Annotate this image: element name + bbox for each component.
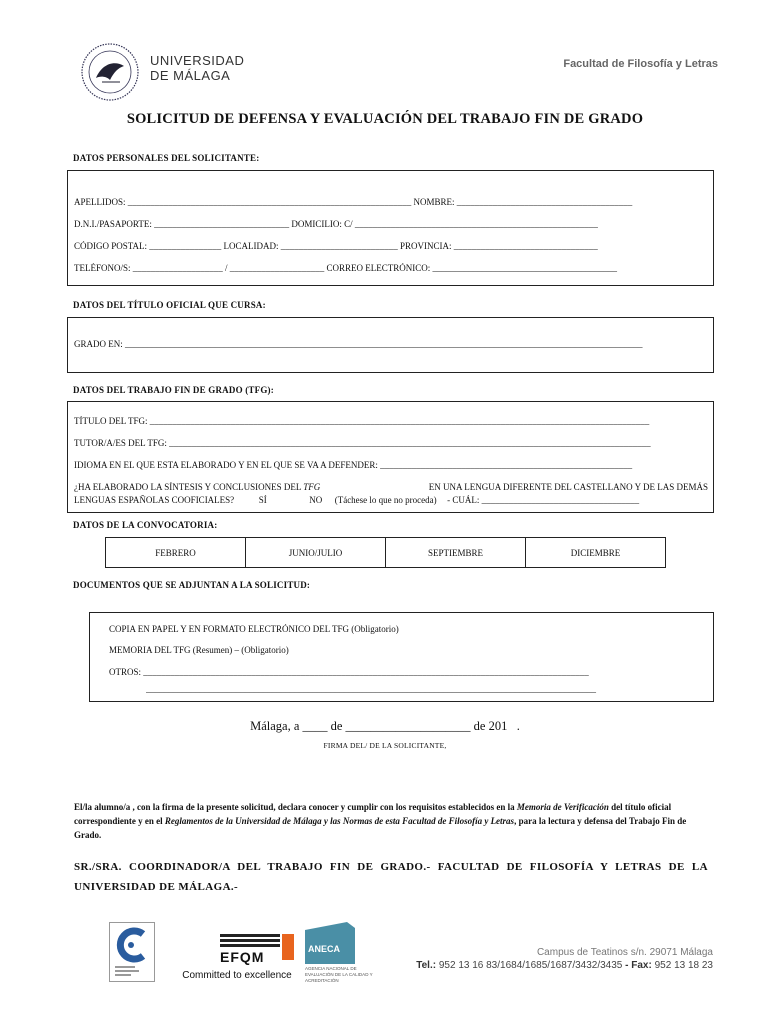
faculty-name: Facultad de Filosofía y Letras [563,58,718,70]
university-name [150,53,244,83]
decl-text-2: del título oficial correspondiente y en el [74,802,672,826]
doc-copia-item[interactable]: COPIA EN PAPEL Y EN FORMATO ELECTRÓNICO DEL TFG (Obligatorio) [109,624,399,634]
convocatoria-table [105,537,666,568]
convocatoria-heading: DATOS DE LA CONVOCATORIA: [73,520,218,530]
tel-label: Tel.: [416,960,437,971]
fax-number: 952 13 18 23 [654,960,713,971]
apellidos-nombre-field[interactable]: APELLIDOS: _______________________________________________________________ NOMBRE: _______________________________________ [74,197,633,207]
option-si[interactable]: SÍ [258,495,267,505]
lenguas-label: LENGUAS ESPAÑOLAS COOFICIALES? [74,495,235,505]
doc-memoria-item[interactable]: MEMORIA DEL TFG (Resumen) – (Obligatorio) [109,645,289,655]
tachese-note: (Táchese lo que no proceda) [334,495,437,505]
personal-data-box [67,170,714,286]
cp-localidad-provincia-field[interactable]: CÓDIGO POSTAL: ________________ LOCALIDAD: __________________________ PROVINCIA: ________________________________ [74,241,598,251]
fax-label: - Fax: [625,960,652,971]
efqm-wordmark: EFQM [220,949,265,965]
tfg-title-field[interactable]: TÍTULO DEL TFG: _______________________________________________________________________________________________________________ [74,416,650,426]
university-name-line1: UNIVERSIDAD [150,53,245,68]
aneca-logo [305,922,385,982]
decl-text-3: , para la lectura y defensa del Trabajo Fin de Grado. [74,816,687,840]
option-no[interactable]: NO [309,495,323,505]
addressee: SR./SRA. COORDINADOR/A DEL TRABAJO FIN DE GRADO.- FACULTAD DE FILOSOFÍA Y LETRAS DE LA UNIVERSIDAD DE MÁLAGA.- [74,861,708,893]
synthesis-text-b: EN UNA LENGUA DIFERENTE DEL CASTELLANO Y DE LAS DEMÁS [426,482,708,492]
declaration-paragraph [74,800,708,842]
convocatoria-option-febrero[interactable]: FEBRERO [106,538,246,567]
synthesis-tfg: TFG [303,482,321,492]
personal-data-heading: DATOS PERSONALES DEL SOLICITANTE: [73,153,260,163]
convocatoria-option-junio-julio[interactable]: JUNIO/JULIO [246,538,386,567]
efqm-tagline: Committed to excellence [182,970,292,981]
documents-heading: DOCUMENTOS QUE SE ADJUNTAN A LA SOLICITUD: [73,580,311,590]
university-name-line2: DE MÁLAGA [150,68,231,83]
documents-box [89,612,714,702]
convocatoria-option-diciembre[interactable]: DICIEMBRE [570,547,621,558]
cual-field[interactable]: - CUÁL: ___________________________________ [447,495,640,505]
tfg-language-field[interactable]: IDIOMA EN EL QUE ESTA ELABORADO Y EN EL QUE SE VA A DEFENDER: ________________________________________________________ [74,460,633,470]
quality-seal-logo [109,922,155,982]
decl-italic-1: Memoria de Verificación [516,802,609,812]
doc-otros-field[interactable]: OTROS: ___________________________________________________________________________________________________ [109,667,589,677]
page-title: SOLICITUD DE DEFENSA Y EVALUACIÓN DEL TRABAJO FIN DE GRADO [126,111,644,127]
decl-italic-2: Reglamentos de la Universidad de Málaga y las Normas de esta Facultad de Filosofía y Letras [164,816,515,826]
efqm-logo [178,932,296,984]
synthesis-text-a: ¿HA ELABORADO LA SÍNTESIS Y CONCLUSIONES DEL [74,482,304,492]
tfg-data-heading: DATOS DEL TRABAJO FIN DE GRADO (TFG): [73,385,274,395]
degree-data-box [67,317,714,373]
aneca-subtitle: AGENCIA NACIONAL DE EVALUACIÓN DE LA CALIDAD Y ACREDITACIÓN [305,966,373,983]
campus-address: Campus de Teatinos s/n. 29071 Málaga [536,947,713,958]
contact-phones [416,960,713,971]
telefono-correo-field[interactable]: TELÉFONO/S: ____________________ / _____________________ CORREO ELECTRÓNICO: _________________________________________ [74,263,618,273]
convocatoria-option-septiembre[interactable]: SEPTIEMBRE [386,538,526,567]
tfg-tutor-field[interactable]: TUTOR/A/ES DEL TFG: ___________________________________________________________________________________________________________ [74,438,651,448]
grado-field[interactable]: GRADO EN: ___________________________________________________________________________________________________________________ [74,339,643,349]
aneca-wordmark: ANECA [308,944,341,954]
dni-domicilio-field[interactable]: D.N.I./PASAPORTE: ______________________________ DOMICILIO: C/ ______________________________________________________ [74,219,598,229]
signature-label: FIRMA DEL/ DE LA SOLICITANTE, [323,741,447,750]
tel-numbers: 952 13 16 83/1684/1685/1687/3432/3435 [438,960,623,971]
tfg-synthesis-answer-row [74,495,708,505]
tfg-synthesis-question [74,482,708,492]
signature-date-line[interactable]: Málaga, a ____ de ____________________ de 201 . [250,719,520,733]
decl-text-1: El/la alumno/a , con la firma de la presente solicitud, declara conocer y cumplir con los requisitos establecidos en la [74,802,517,812]
university-seal-logo [80,42,140,102]
tfg-data-box [67,401,714,513]
degree-data-heading: DATOS DEL TÍTULO OFICIAL QUE CURSA: [73,300,266,310]
doc-otros-field-line2[interactable]: ____________________________________________________________________________________________________ [146,684,596,694]
